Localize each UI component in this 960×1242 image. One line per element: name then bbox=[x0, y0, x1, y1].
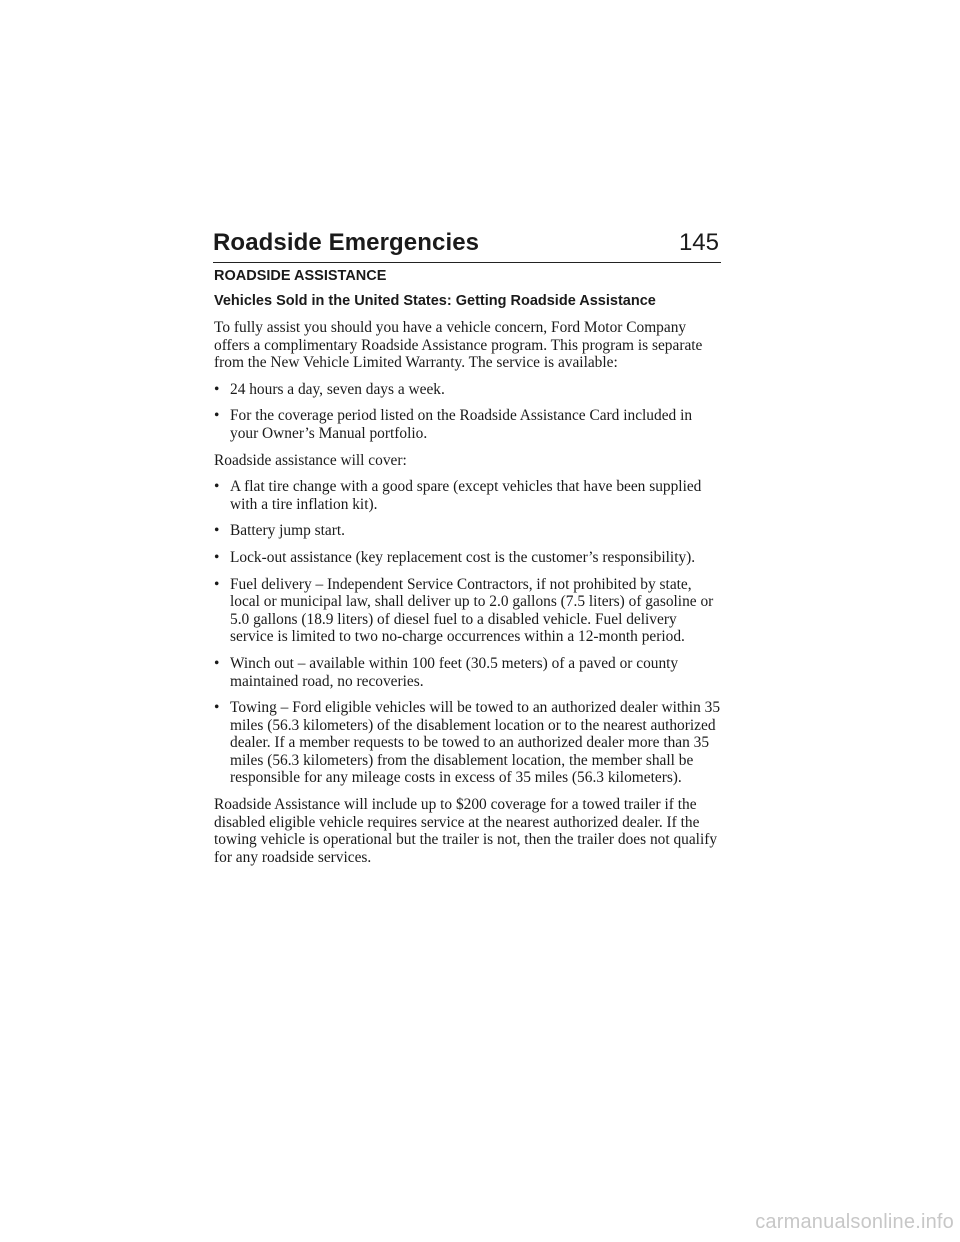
bullet: • bbox=[214, 478, 220, 496]
list-item-text: 24 hours a day, seven days a week. bbox=[230, 380, 445, 398]
list-item bbox=[214, 381, 724, 399]
trailer-paragraph: Roadside Assistance will include up to $200 coverage for a towed trailer if the disabled eligible vehicle requires service at the nearest authorized dealer. If the towing vehicle is operational but the trailer is not, then the trailer does not qualify for any roadside services. bbox=[214, 796, 718, 866]
bullet: • bbox=[214, 522, 220, 540]
list-item-text: Lock-out assistance (key replacement cost is the customer’s responsibility). bbox=[230, 548, 696, 566]
watermark: carmanualsonline.info bbox=[755, 1211, 954, 1233]
list-item bbox=[214, 478, 724, 513]
bullet: • bbox=[214, 380, 220, 398]
section-title: ROADSIDE ASSISTANCE bbox=[214, 268, 387, 284]
page-title: Roadside Emergencies bbox=[213, 229, 480, 256]
list-item-text: For the coverage period listed on the Roadside Assistance Card included in your Owner’s Manual portfolio. bbox=[230, 407, 693, 442]
list-item bbox=[214, 549, 724, 567]
bullet: • bbox=[214, 654, 220, 672]
coverage-list bbox=[214, 478, 724, 787]
bullet: • bbox=[214, 575, 220, 593]
availability-list bbox=[214, 381, 724, 443]
bullet: • bbox=[214, 548, 220, 566]
list-item bbox=[214, 655, 724, 690]
bullet: • bbox=[214, 699, 220, 717]
bullet: • bbox=[214, 407, 220, 425]
list-item-text: Winch out – available within 100 feet (30.5 meters) of a paved or county maintained road, no recoveries. bbox=[230, 654, 679, 690]
coverage-intro: Roadside assistance will cover: bbox=[214, 451, 407, 469]
list-item bbox=[214, 522, 724, 540]
list-item-text: Fuel delivery – Independent Service Contractors, if not prohibited by state, local or municipal law, shall deliver up to 2.0 gallons (7.5 liters) of gasoline or 5.0 gallons (18.9 liters) of diesel fuel to a disabled vehicle. Fuel delivery service is limited to two no-charge occurrences within a 12-month period. bbox=[230, 575, 714, 646]
intro-paragraph: To fully assist you should you have a vehicle concern, Ford Motor Company offers a complimentary Roadside Assistance program. This program is separate from the New Vehicle Limited Warranty. The service is available: bbox=[214, 319, 703, 372]
list-item bbox=[214, 407, 724, 442]
page-header bbox=[213, 228, 721, 263]
list-item-text: A flat tire change with a good spare (except vehicles that have been supplied with a tire inflation kit). bbox=[230, 478, 702, 513]
subsection-title: Vehicles Sold in the United States: Getting Roadside Assistance bbox=[214, 293, 656, 309]
list-item bbox=[214, 576, 724, 646]
page-content bbox=[214, 268, 724, 875]
list-item bbox=[214, 699, 724, 787]
list-item-text: Battery jump start. bbox=[230, 522, 345, 540]
page-number: 145 bbox=[678, 229, 719, 256]
list-item-text: Towing – Ford eligible vehicles will be towed to an authorized dealer within 35 miles (56.3 kilometers) of the disablement location or to the nearest authorized dealer. If a member requests to be towed to an authorized dealer more than 35 miles (56.3 kilometers) from the disablement location, the member shall be responsible for any mileage costs in excess of 35 miles (56.3 kilometers). bbox=[230, 699, 721, 787]
